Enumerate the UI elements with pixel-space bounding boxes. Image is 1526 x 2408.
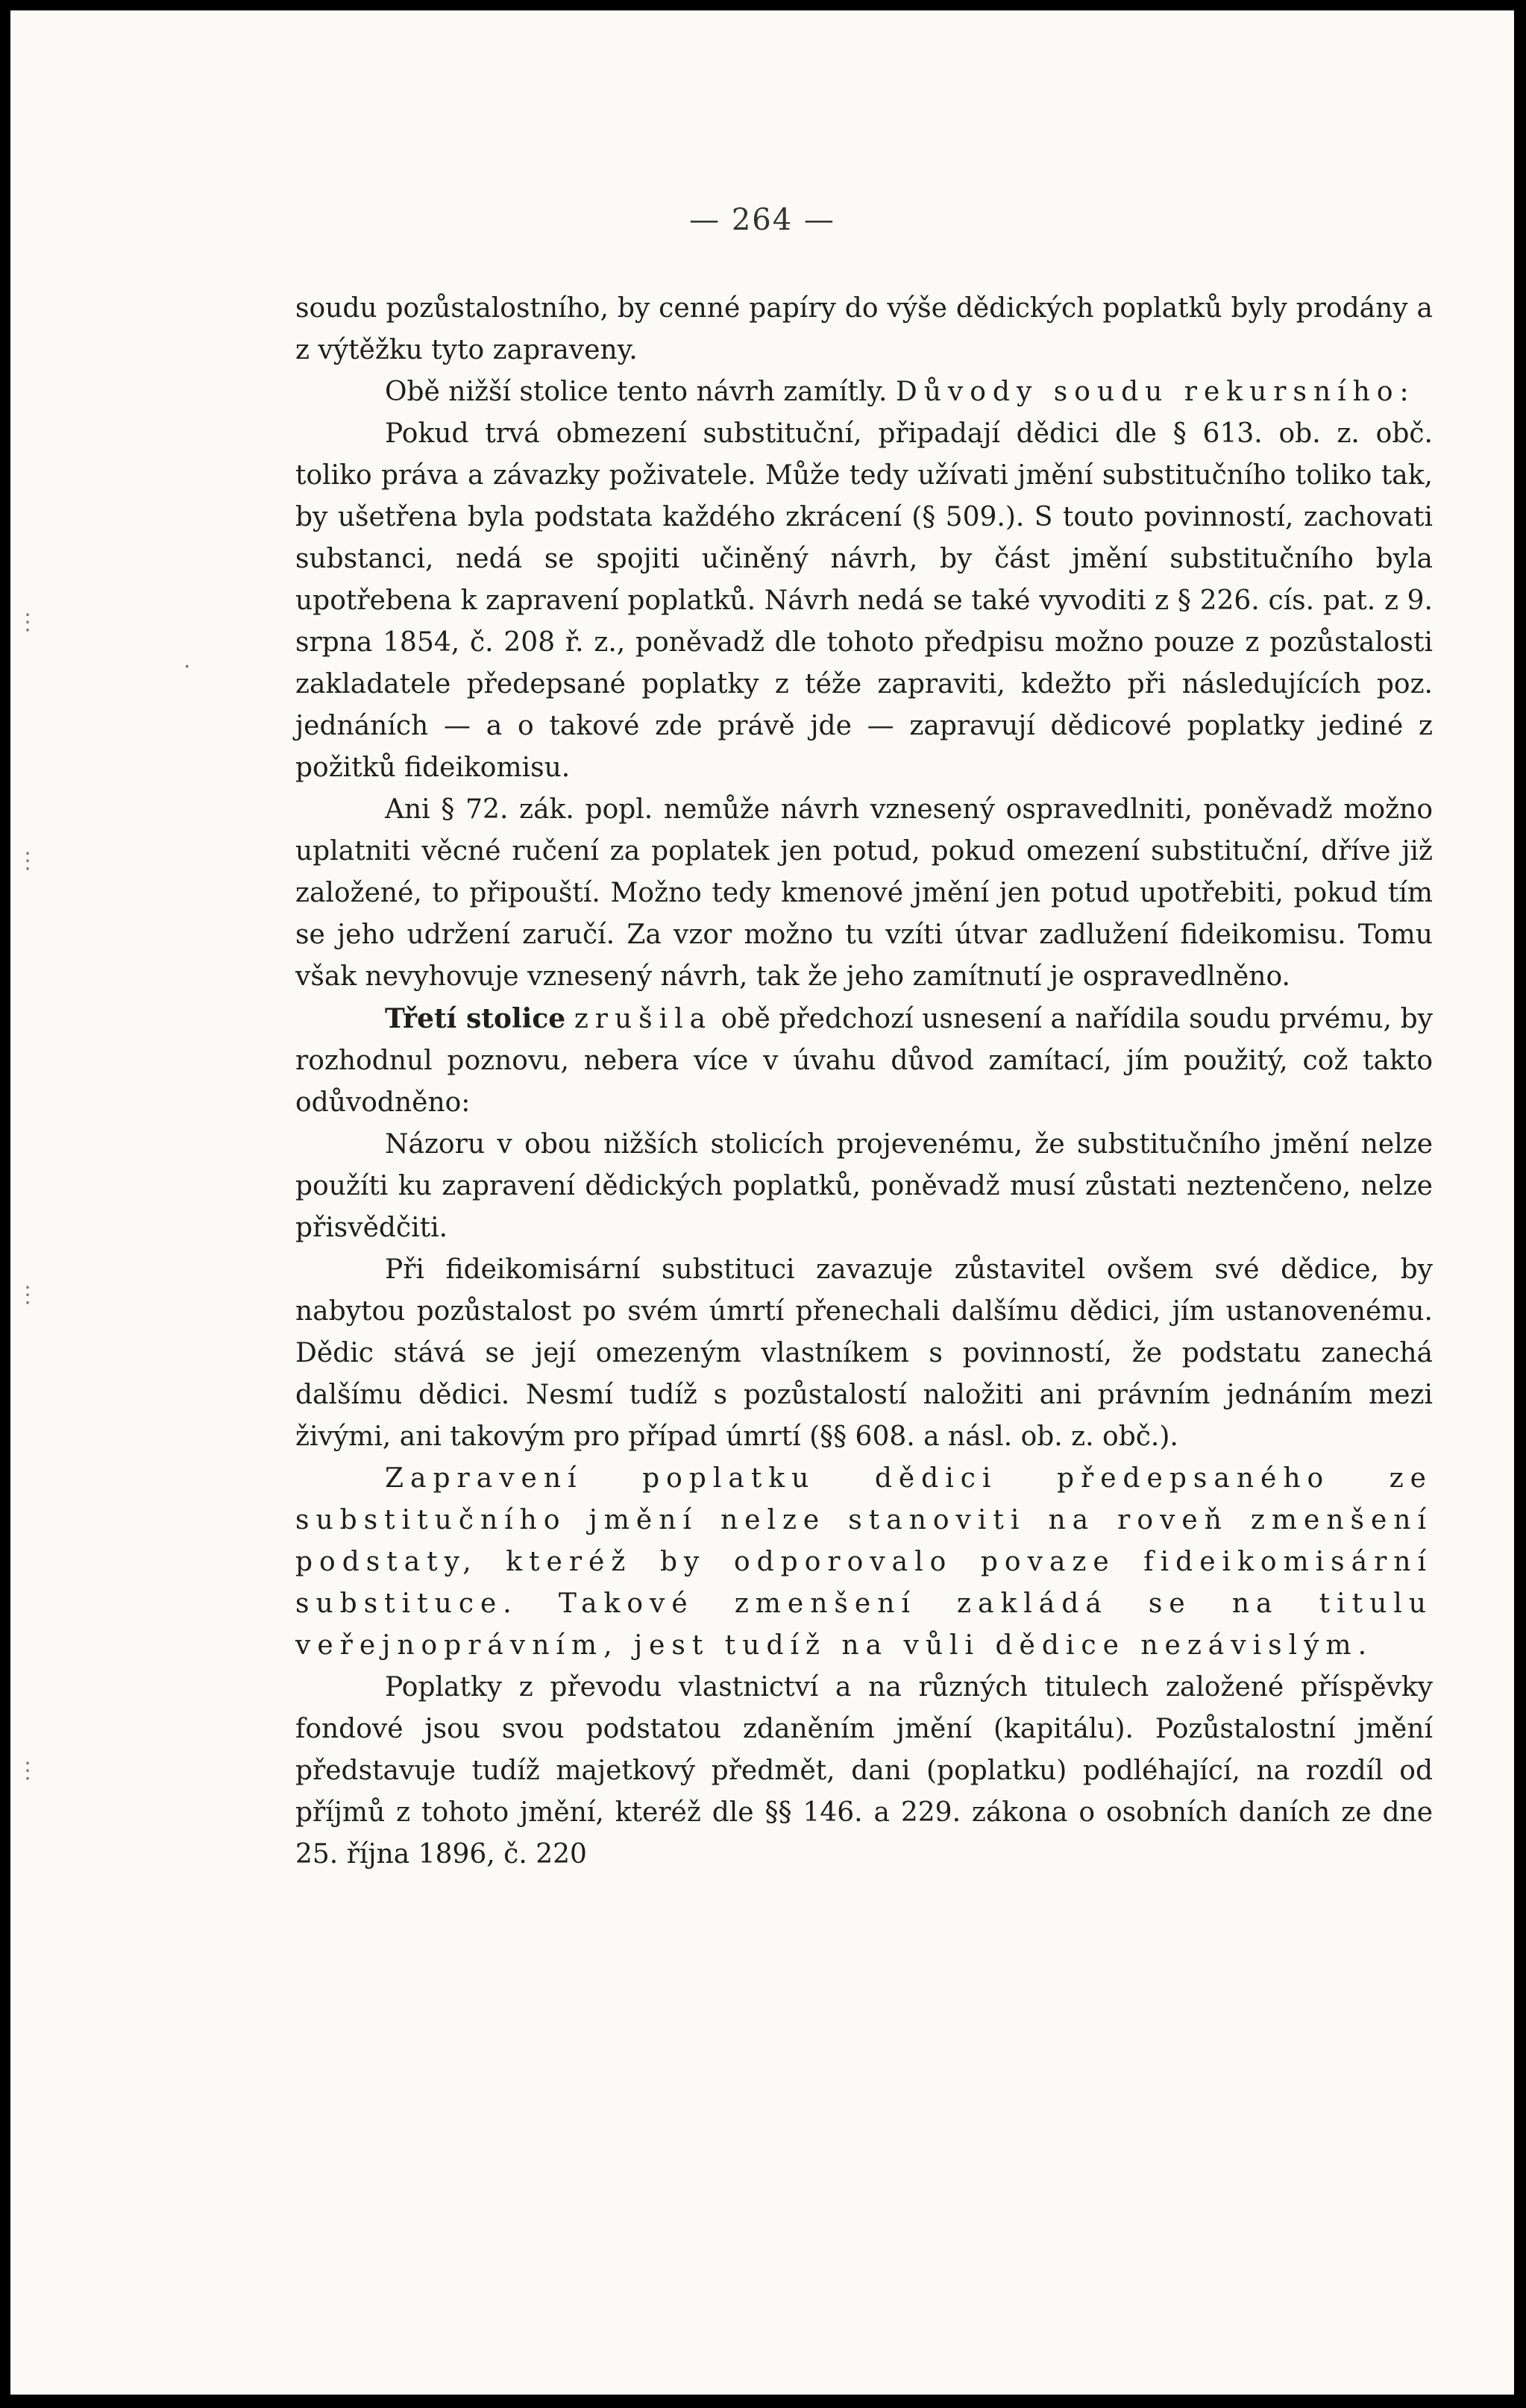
margin-mark: ⋮ [16, 1282, 39, 1308]
paragraph-text: Pokud trvá obmezení substituční, připadají dědici dle § 613. ob. z. obč. toliko práva a závazky poživatele. Může tedy užívati jmění substitučního toliko tak, by ušetřena byla podstata každého zkrácení (§ 509.). S touto povinností, zachovati substanci, nedá se spojiti učiněný návrh, by část jmění substitučního byla upotřebena k zapravení poplatků. Návrh nedá se také vyvoditi z § 226. cís. pat. z 9. srpna 1854, č. 208 ř. z., poněvadž dle tohoto předpisu možno pouze z pozůstalosti zakladatele předepsané poplatky z téže zapraviti, kdežto při následujících poz. jednáních — a o takové zde právě jde — zapravují dědicové poplatky jediné z požitků fideikomisu. [295, 418, 1433, 783]
margin-mark: ⋮ [16, 1758, 39, 1784]
court-label: Třetí stolice [385, 1003, 566, 1034]
emphasized-verb: zrušila [574, 1004, 713, 1034]
emphasized-heading: Důvody soudu rekursního: [895, 377, 1416, 407]
paragraph-text: Zapravení poplatku dědici předepsaného ze substitučního jmění nelze stanoviti na roveň zmenšení podstaty, kteréž by odporovalo povaze fideikomisární substituce. Takové zmenšení zakládá se na titulu veřejnoprávním, jest tudíž na vůli dědice nezávislým. [295, 1463, 1433, 1661]
page-number: — 264 — [689, 203, 835, 237]
margin-mark: ⋮ [16, 609, 39, 635]
paragraph [295, 288, 1433, 371]
paragraph-text: obě předchozí usnesení a nařídila soudu prvému, by rozhodnul poznovu, nebera více v úvahu důvod zamítací, jím použitý, což takto odůvodněno: [295, 1004, 1433, 1118]
paragraph [295, 789, 1433, 998]
paragraph-text: Při fideikomisární substituci zavazuje zůstavitel ovšem své dědice, by nabytou pozůstalost po svém úmrtí přenechali dalšímu dědici, jím ustanovenému. Dědic stává se její omezeným vlastníkem s povinností, že podstatu zanechá dalšímu dědici. Nesmí tudíž s pozůstalostí naložiti ani právním jednáním mezi živými, ani takovým pro případ úmrtí (§§ 608. a násl. ob. z. obč.). [295, 1254, 1433, 1452]
document-page [10, 10, 1514, 2395]
paragraph [295, 1667, 1433, 1876]
body-text [295, 288, 1433, 1876]
paragraph-emphasized [295, 1458, 1433, 1667]
paragraph-text: Ani § 72. zák. popl. nemůže návrh vznesený ospravedlniti, poněvadž možno uplatniti věcné ručení za poplatek jen potud, pokud omezení substituční, dříve již založené, to připouští. Možno tedy kmenové jmění jen potud upotřebiti, pokud tím se jeho udržení zaručí. Za vzor možno tu vzíti útvar zadlužení fideikomisu. Tomu však nevyhovuje vznesený návrh, tak že jeho zamítnutí je ospravedlněno. [295, 794, 1433, 992]
paragraph [295, 413, 1433, 789]
paragraph-text: soudu pozůstalostního, by cenné papíry do výše dědických poplatků byly prodány a z výtěžku tyto zapraveny. [295, 293, 1433, 365]
paragraph [295, 1249, 1433, 1458]
paragraph [295, 998, 1433, 1124]
paragraph-lead: Obě nižší stolice tento návrh zamítly. [385, 377, 888, 407]
margin-mark: · [183, 654, 191, 680]
paragraph [295, 1124, 1433, 1249]
margin-mark: ⋮ [16, 848, 39, 874]
paragraph-text: Poplatky z převodu vlastnictví a na různých titulech založené příspěvky fondové jsou svou podstatou zdaněním jmění (kapitálu). Pozůstalostní jmění představuje tudíž majetkový předmět, dani (poplatku) podléhající, na rozdíl od příjmů z tohoto jmění, kteréž dle §§ 146. a 229. zákona o osobních daních ze dne 25. října 1896, č. 220 [295, 1672, 1433, 1870]
paragraph-text: Názoru v obou nižších stolicích projevenému, že substitučního jmění nelze použíti ku zapravení dědických poplatků, poněvadž musí zůstati neztenčeno, nelze přisvědčiti. [295, 1129, 1433, 1243]
paragraph [295, 371, 1433, 413]
